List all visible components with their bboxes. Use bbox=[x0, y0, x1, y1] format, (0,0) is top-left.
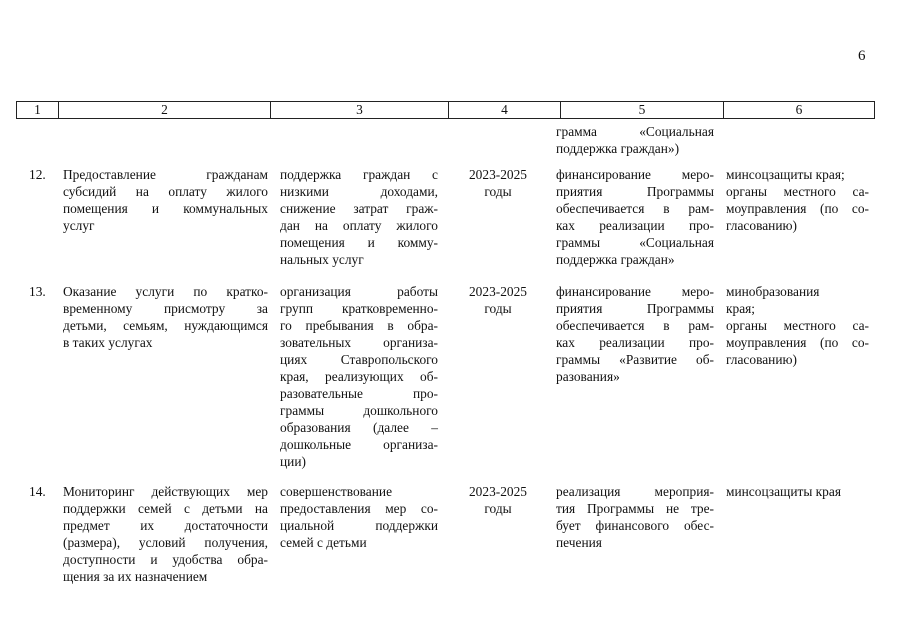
text-line: Мониторинг действующих мер bbox=[63, 484, 268, 499]
text-line: образования (далее – bbox=[280, 420, 438, 435]
period-cell bbox=[448, 483, 548, 517]
text-line: циях Ставропольского bbox=[280, 352, 438, 367]
text-line: годы bbox=[484, 501, 512, 516]
text-line: предмет их достаточности bbox=[63, 518, 268, 533]
text-line: низкими доходами, bbox=[280, 184, 438, 199]
header-col-5: 5 bbox=[561, 102, 724, 118]
text-line: граммы «Развитие об- bbox=[556, 352, 714, 367]
text-line: 2023-2025 bbox=[468, 284, 528, 299]
text-line: временному присмотру за bbox=[63, 301, 268, 316]
text-line: услуг bbox=[63, 218, 95, 233]
text-line: обеспечивается в рам- bbox=[556, 318, 714, 333]
text-line: детьми, семьям, нуждающимся bbox=[63, 318, 268, 333]
text-line: приятия Программы bbox=[556, 301, 714, 316]
text-line: помещения и комму- bbox=[280, 235, 438, 250]
text-line: минобразования bbox=[726, 284, 820, 299]
text-line: дан на оплату жилого bbox=[280, 218, 438, 233]
text-line: субсидий на оплату жилого bbox=[63, 184, 268, 199]
text-line: го пребывания в обра- bbox=[280, 318, 438, 333]
text-line: разования» bbox=[556, 369, 620, 384]
text-line: поддержка граждан с bbox=[280, 167, 438, 182]
text-line: разовательные про- bbox=[280, 386, 438, 401]
period-cell bbox=[448, 166, 548, 200]
executor-cell bbox=[726, 483, 869, 500]
text-line: Оказание услуги по кратко- bbox=[63, 284, 268, 299]
text-line: нальных услуг bbox=[280, 252, 364, 267]
text-line: ции) bbox=[280, 454, 306, 469]
funding-cell bbox=[556, 283, 714, 385]
text-line: годы bbox=[484, 184, 512, 199]
text-line: обеспечивается в рам- bbox=[556, 201, 714, 216]
funding-cell bbox=[556, 166, 714, 268]
text-line: снижение затрат граж- bbox=[280, 201, 438, 216]
text-line: ках реализации про- bbox=[556, 335, 714, 350]
text-line: органы местного са- bbox=[726, 318, 869, 333]
text-line: предоставления мер со- bbox=[280, 501, 438, 516]
text-line: помещения и коммунальных bbox=[63, 201, 268, 216]
text-line: гласованию) bbox=[726, 218, 797, 233]
text-line: реализация мероприя- bbox=[556, 484, 714, 499]
text-line: в таких услугах bbox=[63, 335, 153, 350]
text-line: зовательных организа- bbox=[280, 335, 438, 350]
event-cell bbox=[63, 166, 268, 234]
result-cell bbox=[280, 283, 438, 470]
row-number: 13. bbox=[29, 284, 46, 299]
event-cell bbox=[63, 283, 268, 351]
table-header-row bbox=[16, 101, 875, 119]
header-col-6: 6 bbox=[795, 102, 803, 117]
period-cell bbox=[448, 283, 548, 317]
text-line: Предоставление гражданам bbox=[63, 167, 268, 182]
text-line: групп кратковременно- bbox=[280, 301, 438, 316]
text-line: ках реализации про- bbox=[556, 218, 714, 233]
text-line: граммы дошкольного bbox=[280, 403, 438, 418]
result-cell bbox=[280, 166, 438, 268]
text-line: организация работы bbox=[280, 284, 438, 299]
header-col-2: 2 bbox=[59, 102, 271, 118]
funding-cell bbox=[556, 483, 714, 551]
text-line: моуправления (по со- bbox=[726, 201, 869, 216]
row-number: 12. bbox=[29, 167, 46, 182]
text-line: тия Программы не тре- bbox=[556, 501, 714, 516]
text-line: гласованию) bbox=[726, 352, 797, 367]
text-line: (размера), условий получения, bbox=[63, 535, 268, 550]
executor-cell bbox=[726, 166, 869, 234]
text-line: края; bbox=[726, 301, 756, 316]
text-line: граммы «Социальная bbox=[556, 235, 714, 250]
page-number: 6 bbox=[858, 48, 866, 64]
header-col-3: 3 bbox=[271, 102, 449, 118]
text-line: органы местного са- bbox=[726, 184, 869, 199]
text-line: поддержка граждан») bbox=[556, 141, 680, 156]
result-cell bbox=[280, 483, 438, 551]
text-line: минсоцзащиты края bbox=[726, 484, 841, 499]
text-line: печения bbox=[556, 535, 602, 550]
text-line: края, реализующих об- bbox=[280, 369, 438, 384]
header-col-4: 4 bbox=[449, 102, 561, 118]
text-line: дошкольные организа- bbox=[280, 437, 438, 452]
text-line: моуправления (по со- bbox=[726, 335, 869, 350]
row-number: 14. bbox=[29, 484, 46, 499]
event-cell bbox=[63, 483, 268, 585]
text-line: совершенствование bbox=[280, 484, 393, 499]
text-line: поддержки семей с детьми на bbox=[63, 501, 268, 516]
text-line: приятия Программы bbox=[556, 184, 714, 199]
text-line: 2023-2025 bbox=[468, 167, 528, 182]
text-line: 2023-2025 bbox=[468, 484, 528, 499]
text-line: бует финансового обес- bbox=[556, 518, 714, 533]
text-line: доступности и удобства обра- bbox=[63, 552, 268, 567]
text-line: минсоцзащиты края; bbox=[726, 167, 845, 182]
text-line: грамма «Социальная bbox=[556, 124, 714, 139]
text-line: поддержка граждан» bbox=[556, 252, 675, 267]
text-line: годы bbox=[484, 301, 512, 316]
executor-cell bbox=[726, 283, 869, 368]
text-line: финансирование меро- bbox=[556, 284, 714, 299]
text-line: щения за их назначением bbox=[63, 569, 208, 584]
text-line: семей с детьми bbox=[280, 535, 367, 550]
continuation-funding-cell bbox=[556, 123, 714, 157]
header-col-1: 1 bbox=[17, 102, 59, 118]
text-line: циальной поддержки bbox=[280, 518, 438, 533]
text-line: финансирование меро- bbox=[556, 167, 714, 182]
